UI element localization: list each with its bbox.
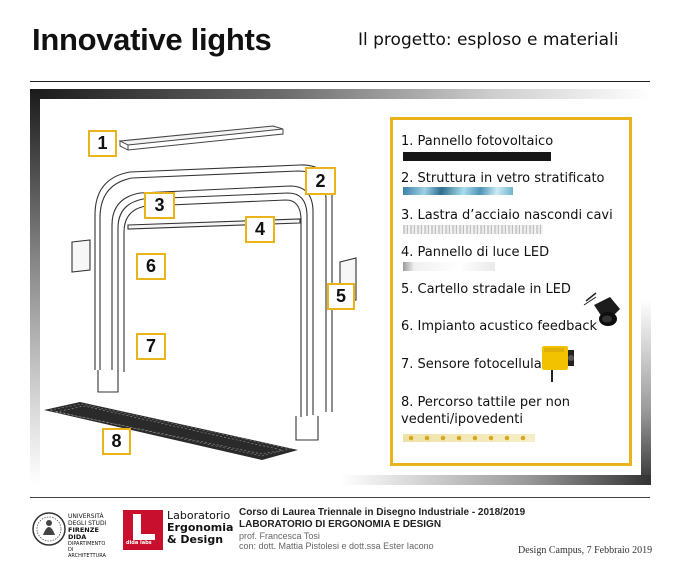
page-subtitle: Il progetto: esploso e materiali: [358, 30, 619, 50]
lab-line-2: Ergonomia: [167, 521, 234, 534]
header-divider: [30, 81, 650, 82]
legend-item-2: 2. Struttura in vetro stratificato: [401, 171, 605, 186]
lab-logo-text: dida labs: [126, 540, 152, 546]
callout-1: 1: [88, 130, 117, 157]
course-professor: prof. Francesca Tosi: [239, 531, 320, 541]
frame-shadow-left: [30, 89, 40, 485]
legend-item-7: 7. Sensore fotocellula: [401, 357, 542, 372]
course-line-2: LABORATORIO DI ERGONOMIA E DESIGN: [239, 519, 442, 530]
legend-item-6: 6. Impianto acustico feedback: [401, 319, 598, 334]
callout-5: 5: [327, 283, 355, 310]
footer-date: Design Campus, 7 Febbraio 2019: [518, 545, 653, 556]
frame-shadow-bottom: [340, 475, 651, 485]
lab-line-3: & Design: [167, 533, 224, 546]
legend-item-3: 3. Lastra d’acciaio nascondi cavi: [401, 208, 613, 223]
photocell-sensor-icon: [538, 340, 578, 382]
callout-3: 3: [144, 192, 175, 219]
university-dept-name: DIPARTIMENTO DI ARCHITETTURA: [68, 541, 106, 559]
swatch-led-panel: [403, 262, 495, 271]
course-info: [239, 507, 525, 551]
callout-8: 8: [102, 428, 131, 455]
footer-divider: [30, 497, 650, 498]
legend-item-1: 1. Pannello fotovoltaico: [401, 134, 554, 149]
frame-shadow-top: [30, 89, 651, 99]
callout-4: 4: [245, 216, 275, 243]
university-line-1: UNIVERSITÀ: [68, 513, 104, 520]
swatch-tactile-path: [403, 434, 535, 442]
tactile-path-drawing: [44, 402, 298, 460]
led-sign-icon: [418, 296, 428, 306]
swatch-steel-sheet: [403, 225, 543, 234]
course-assistants: con: dott. Mattia Pistolesi e dott.ssa Ester Iacono: [239, 541, 434, 551]
page-title: Innovative lights: [32, 22, 272, 57]
course-line-1: Corso di Laurea Triennale in Disegno Industriale - 2018/2019: [239, 507, 526, 518]
callout-2: 2: [305, 167, 336, 195]
swatch-photovoltaic: [403, 152, 551, 161]
university-line-2: DEGLI STUDI: [68, 520, 107, 527]
legend-item-5: 5. Cartello stradale in LED: [401, 282, 571, 297]
legend-item-8: 8. Percorso tattile per non vedenti/ipovedenti: [401, 395, 571, 427]
arch-drawing: [72, 165, 356, 440]
university-name: [68, 513, 112, 559]
swatch-laminated-glass: [403, 187, 513, 195]
speaker-icon: [578, 289, 624, 331]
callout-7: 7: [136, 333, 166, 360]
university-line-3: FIRENZE: [68, 526, 99, 534]
university-dept-abbr: DIDA: [68, 533, 87, 541]
university-seal-icon: [32, 509, 66, 549]
legend-item-4: 4. Pannello di luce LED: [401, 245, 550, 260]
lab-name: [167, 510, 233, 546]
lab-line-1: Laboratorio: [167, 509, 231, 522]
solar-panel-drawing: [120, 126, 283, 150]
frame-shadow-right: [641, 300, 651, 485]
callout-6: 6: [136, 253, 166, 280]
